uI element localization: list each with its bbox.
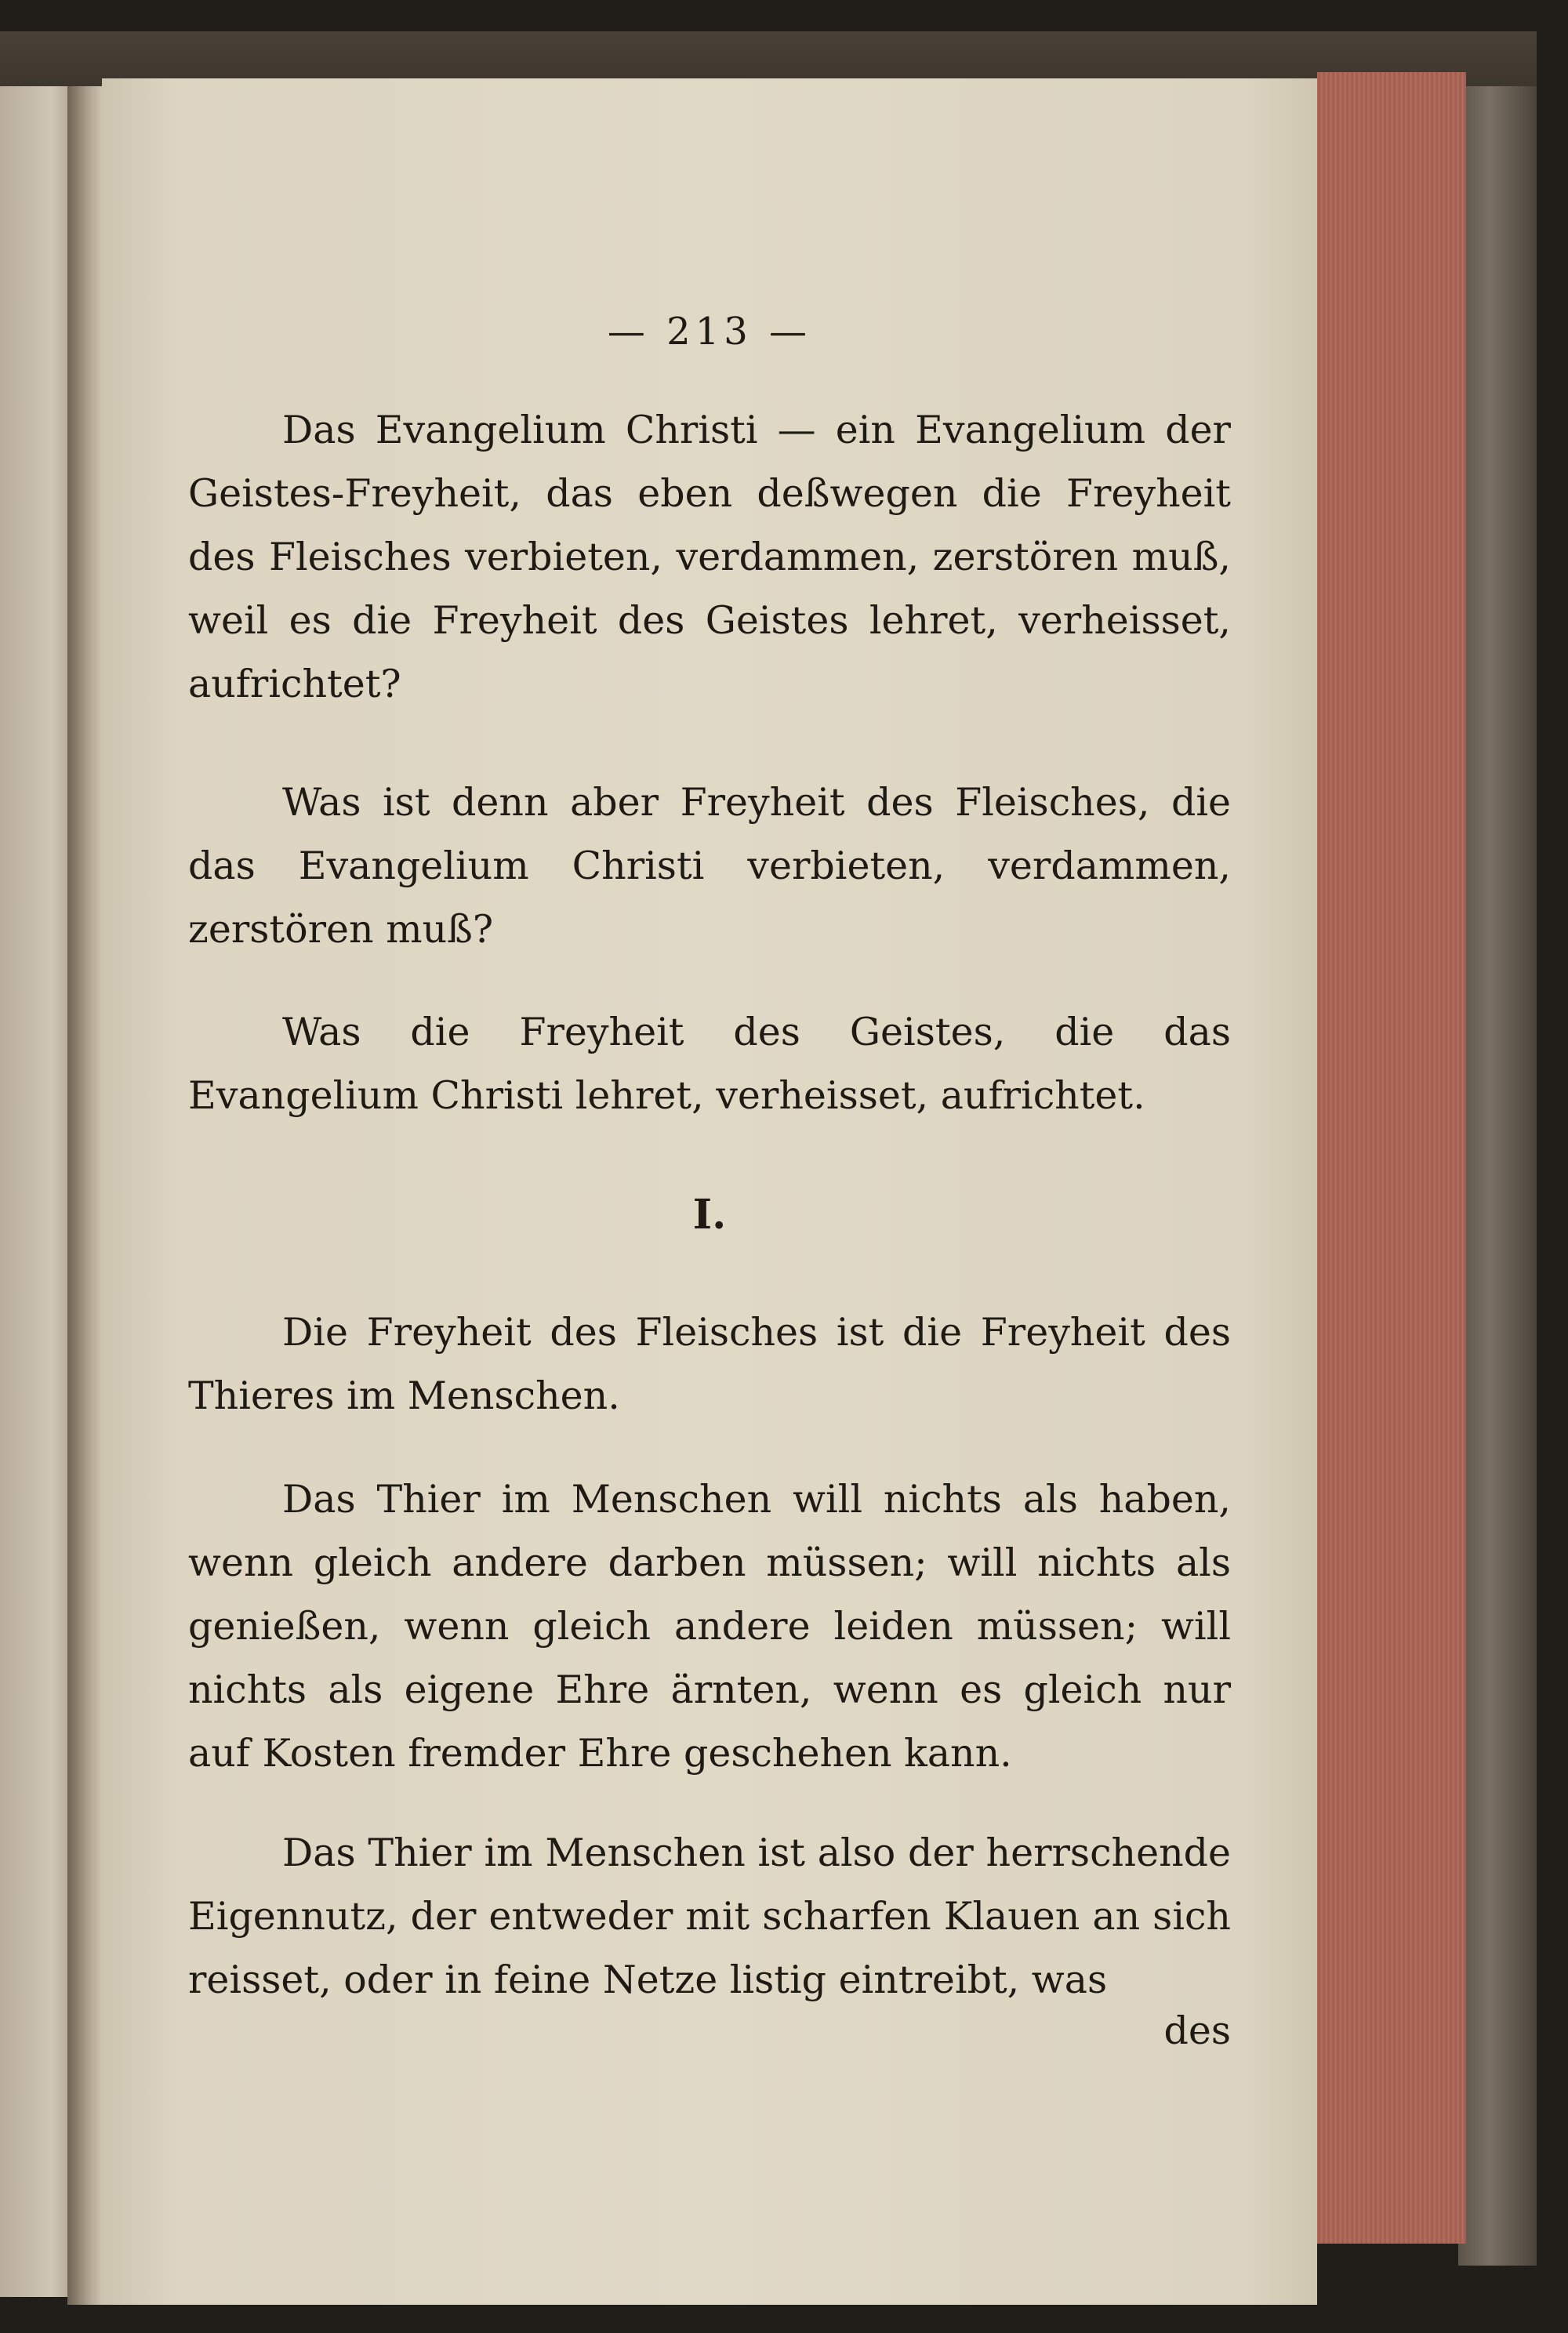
paragraph: Was die Freyheit des Geistes, die das Evangelium Christi lehret, verheisset, aufrichtet. xyxy=(188,1010,1231,1118)
book-page xyxy=(102,78,1317,2305)
paragraph: Das Thier im Menschen ist also der herrschende Eigennutz, der entweder mit scharfen Klauen an sich reisset, oder in feine Netze listig eintreibt, was xyxy=(188,1830,1231,2002)
paragraph: Das Thier im Menschen will nichts als haben, wenn gleich andere darben müssen; will nichts als genießen, wenn gleich andere leiden müssen; will nichts als eigene Ehre ärnten, wenn es gleich nur auf Kosten fremder Ehre geschehen kann. xyxy=(188,1477,1231,1776)
section-numeral: I. xyxy=(692,1191,727,1239)
paragraph: Das Evangelium Christi — ein Evangelium der Geistes-Freyheit, das eben deßwegen die Freyheit des Fleisches verbieten, verdammen, zerstören muß, weil es die Freyheit des Geistes lehret, verheisset, aufrichtet? xyxy=(188,408,1231,706)
page-block-edge xyxy=(1317,72,1466,2244)
book-gutter xyxy=(67,86,102,2305)
paragraph: Die Freyheit des Fleisches ist die Freyheit des Thieres im Menschen. xyxy=(188,1310,1231,1418)
paragraph: Was ist denn aber Freyheit des Fleisches, die das Evangelium Christi verbieten, verdammen, zerstören muß? xyxy=(188,780,1231,952)
page-number: — 213 — xyxy=(607,310,812,354)
book-cover-edge xyxy=(1458,86,1537,2266)
catchword: des xyxy=(1163,2008,1231,2053)
